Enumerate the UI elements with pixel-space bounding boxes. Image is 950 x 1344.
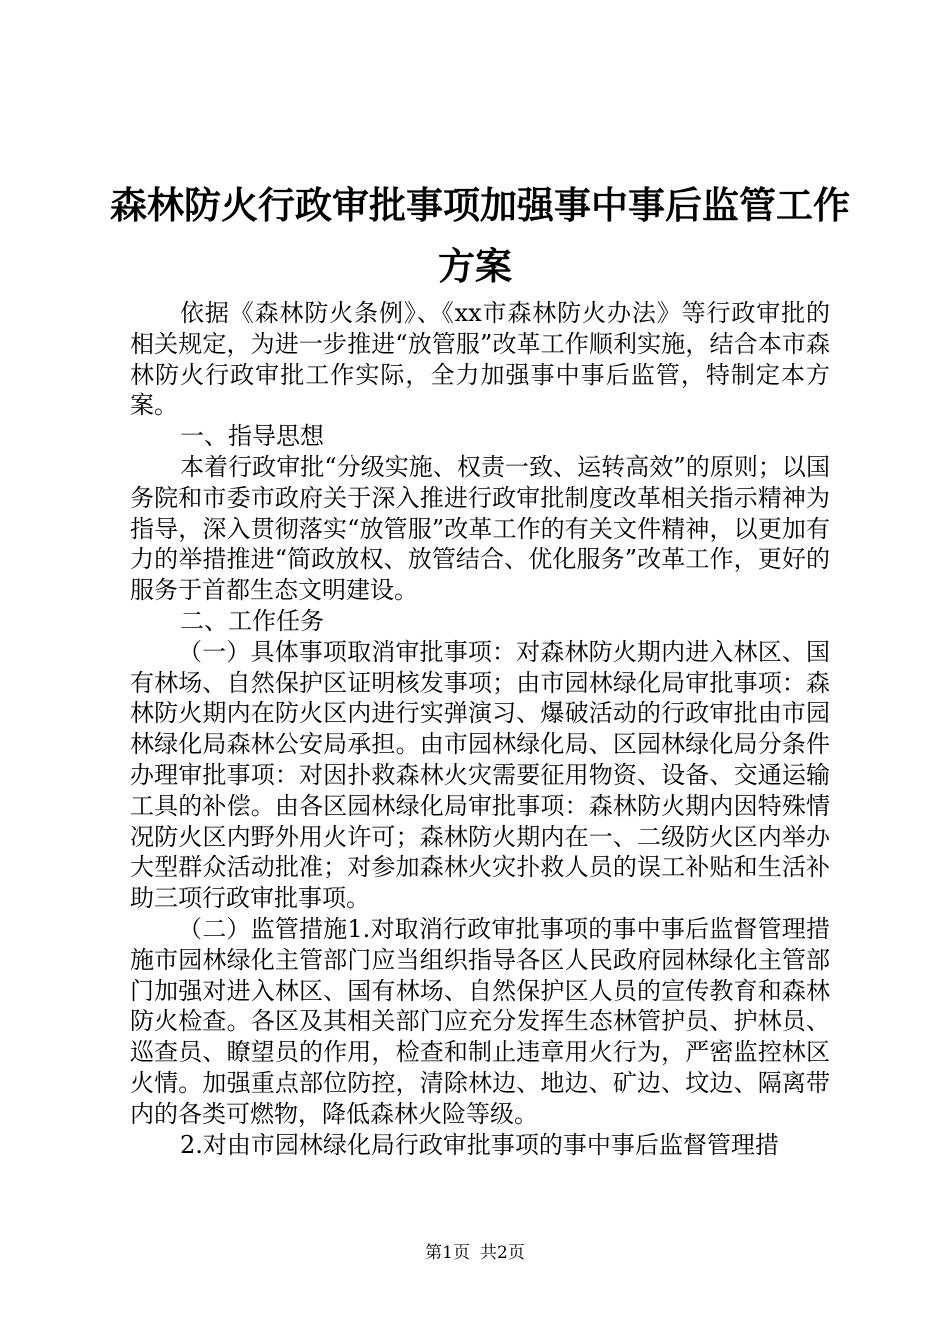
section-heading-work-tasks: 二、工作任务 [180,606,324,635]
section-heading-guiding-ideology: 一、指导思想 [180,422,324,451]
intro-paragraph: 依据《森林防火条例》、《xx市森林防火办法》等行政审批的相关规定，为进一步推进“放管服”改革工作顺利实施，结合本市森林防火行政审批工作实际，全力加强事中事后监管，特制定本方案。 [130,299,830,420]
page-number: 第1页 [425,1243,470,1263]
document-body [130,298,830,1160]
page-total: 共2页 [480,1243,525,1263]
supervision-measures-paragraph: （二）监管措施1.对取消行政审批事项的事中事后监督管理措施市园林绿化主管部门应当组织指导各区人民政府园林绿化主管部门加强对进入林区、国有林场、自然保护区人员的宣传教育和森林防火检查。各区及其相关部门应充分发挥生态林管护员、护林员、巡查员、瞭望员的作用，检查和制止违章用火行为，严密监控林区火情。加强重点部位防控，清除林边、地边、矿边、坟边、隔离带内的各类可燃物，降低森林火险等级。 [130,914,830,1128]
guiding-ideology-paragraph: 本着行政审批“分级实施、权责一致、运转高效”的原则；以国务院和市委市政府关于深入推进行政审批制度改革相关指示精神为指导，深入贯彻落实“放管服”改革工作的有关文件精神，以更加有力的举措推进“简政放权、放管结合、优化服务”改革工作，更好的服务于首都生态文明建设。 [130,452,830,605]
measure-2-paragraph: 2.对由市园林绿化局行政审批事项的事中事后监督管理措 [180,1130,779,1159]
specific-items-paragraph: （一）具体事项取消审批事项：对森林防火期内进入林区、国有林场、自然保护区证明核发事项；由市园林绿化局审批事项：森林防火期内在防火区内进行实弹演习、爆破活动的行政审批由市园林绿化局森林公安局承担。由市园林绿化局、区园林绿化局分条件办理审批事项：对因扑救森林火灾需要征用物资、设备、交通运输工具的补偿。由各区园林绿化局审批事项：森林防火期内因特殊情况防火区内野外用火许可；森林防火期内在一、二级防火区内举办大型群众活动批准；对参加森林火灾扑救人员的误工补贴和生活补助三项行政审批事项。 [130,637,830,913]
document-title-line-2: 方案 [438,245,512,288]
page-footer [0,1242,950,1264]
document-title-line-1: 森林防火行政审批事项加强事中事后监管工作 [110,184,850,227]
